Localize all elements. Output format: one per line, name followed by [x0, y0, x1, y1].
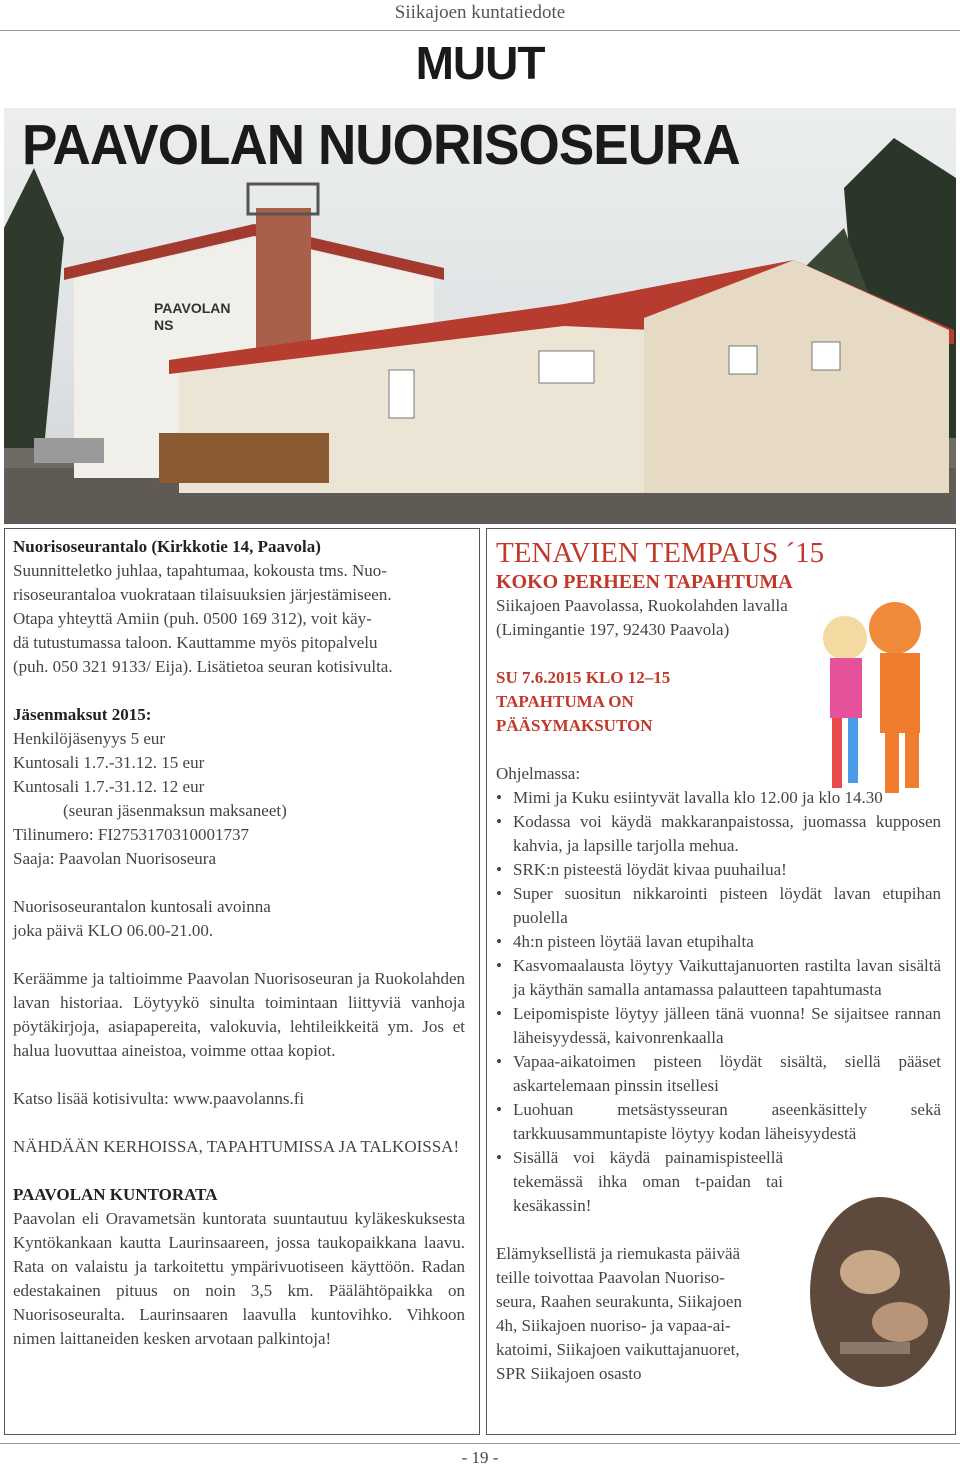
fee-item: Kuntosali 1.7.-31.12. 12 eur — [13, 777, 205, 796]
rental-title: Nuorisoseurantalo (Kirkkotie 14, Paavola) — [13, 537, 321, 556]
closing-line: teille toivottaa Paavolan Nuoriso- — [496, 1268, 725, 1287]
see-you-slogan: NÄHDÄÄN KERHOISSA, TAPAHTUMISSA JA TALKOISSA! — [13, 1137, 460, 1156]
closing-line: Elämyksellistä ja riemukasta päivää — [496, 1244, 741, 1263]
event-date: SU 7.6.2015 KLO 12–15 — [496, 668, 671, 687]
rental-line-2: risoseurantaloa vuokrataan tilaisuuksien järjestämiseen. — [13, 585, 392, 604]
rental-line-1: Suunnitteletko juhlaa, tapahtumaa, kokousta tms. Nuo- — [13, 561, 387, 580]
history-paragraph: Keräämme ja taltioimme Paavolan Nuorisoseuran ja Ruokolahden lavan historiaa. Löytyykö sinulta toimintaan liittyviä vanhoja pöytäkirjoja, asiapapereita, valokuvia, lehtileikkeitä ym. Jos et halua luovuttaa aineistoa, voimme ottaa kopiot. — [13, 969, 465, 1060]
track-paragraph: Paavolan eli Oravametsän kuntorata suuntautuu kyläkeskuksesta Kyntökankaan kautta Laurinsaareen, jossa taukopaikkana laavu. Rata on valaistu ja tarkoitettu ympärivuotiseen käyttöön. Radan edestakainen pituus on noin 3,5 km. Päälähtöpaikka on Nuorisoseuralta. Laurinsaaren laavulla kuntovihko. Vihkoon nimen laittaneiden kesken arvotaan palkintoja! — [13, 1209, 465, 1348]
program-item: • Super suositun nikkarointi pisteen löydät lavan etupihan puolella — [496, 882, 941, 930]
building-sign-line1: PAAVOLAN — [154, 300, 231, 316]
left-column — [13, 535, 465, 1351]
track-title: PAAVOLAN KUNTORATA — [13, 1185, 218, 1204]
gym-hours: Nuorisoseurantalon kuntosali avoinna — [13, 897, 271, 916]
program-item: • Sisällä voi käydä painamispisteellä tekemässä ihka oman t-paidan tai kesäkassin! — [496, 1146, 783, 1218]
event-subtitle: KOKO PERHEEN TAPAHTUMA — [496, 571, 793, 593]
page-number: - 19 - — [461, 1448, 499, 1467]
event-free: TAPAHTUMA ON — [496, 692, 634, 711]
closing-line: 4h, Siikajoen nuoriso- ja vapaa-ai- — [496, 1316, 731, 1335]
account-number: Tilinumero: FI2753170310001737 — [13, 825, 249, 844]
event-location: Siikajoen Paavolassa, Ruokolahden lavalla — [496, 596, 788, 615]
closing-line: seura, Raahen seurakunta, Siikajoen — [496, 1292, 742, 1311]
program-item: • Kasvomaalausta löytyy Vaikuttajanuorten rastilta lavan sisältä ja käythän samalla antamassa palautteen tapahtumasta — [496, 954, 941, 1002]
program-item: • Leipomispiste löytyy jälleen tänä vuonna! Se sijaitsee rannan läheisyydessä, kaivonrenkaalla — [496, 1002, 941, 1050]
fee-item: Henkilöjäsenyys 5 eur — [13, 729, 166, 748]
header-divider — [0, 30, 960, 31]
website-link[interactable]: Katso lisää kotisivulta: www.paavolanns.fi — [13, 1089, 305, 1108]
program-label: Ohjelmassa: — [496, 764, 581, 783]
program-item: • Vapaa-aikatoimen pisteen löydät sisältä, siellä pääset askartelemaan pinssin itsellesi — [496, 1050, 941, 1098]
rental-line-4: dä tutustumassa taloon. Kauttamme myös pitopalvelu — [13, 633, 378, 652]
program-list — [496, 786, 941, 1218]
closing-line: SPR Siikajoen osasto — [496, 1364, 642, 1383]
publication-title: Siikajoen kuntatiedote — [394, 2, 566, 23]
event-title: TENAVIEN TEMPAUS ´15 — [496, 537, 825, 569]
event-address: (Limingantie 197, 92430 Paavola) — [496, 620, 730, 639]
payee: Saaja: Paavolan Nuorisoseura — [13, 849, 216, 868]
photo-headline: PAAVOLAN NUORISOSEURA — [22, 113, 740, 177]
fee-item: Kuntosali 1.7.-31.12. 15 eur — [13, 753, 205, 772]
program-item: • SRK:n pisteestä löydät kivaa puuhailua! — [496, 858, 941, 882]
program-item: • Mimi ja Kuku esiintyvät lavalla klo 12.00 ja klo 14.30 — [496, 786, 941, 810]
rental-line-5: (puh. 050 321 9133/ Eija). Lisätietoa seuran kotisivulta. — [13, 657, 393, 676]
footer-divider — [0, 1443, 960, 1444]
fees-title: Jäsenmaksut 2015: — [13, 705, 152, 724]
rental-line-3: Otapa yhteyttä Amiin (puh. 0500 169 312), voit käy- — [13, 609, 372, 628]
program-item: • Kodassa voi käydä makkaranpaistossa, juomassa kupposen kahvia, ja lapsille tarjolla mehua. — [496, 810, 941, 858]
event-free: PÄÄSYMAKSUTON — [496, 716, 653, 735]
closing-line: katoimi, Siikajoen vaikuttajanuoret, — [496, 1340, 740, 1359]
program-item: • 4h:n pisteen löytää lavan etupihalta — [496, 930, 941, 954]
building-sign-line2: NS — [154, 317, 174, 333]
right-column — [496, 536, 941, 1386]
fee-note: (seuran jäsenmaksun maksaneet) — [63, 801, 287, 820]
program-item: • Luohuan metsästysseuran aseenkäsittely sekä tarkkuusammuntapiste löytyy kodan läheisyydestä — [496, 1098, 941, 1146]
gym-hours: joka päivä KLO 06.00-21.00. — [13, 921, 214, 940]
section-title: MUUT — [415, 37, 545, 89]
